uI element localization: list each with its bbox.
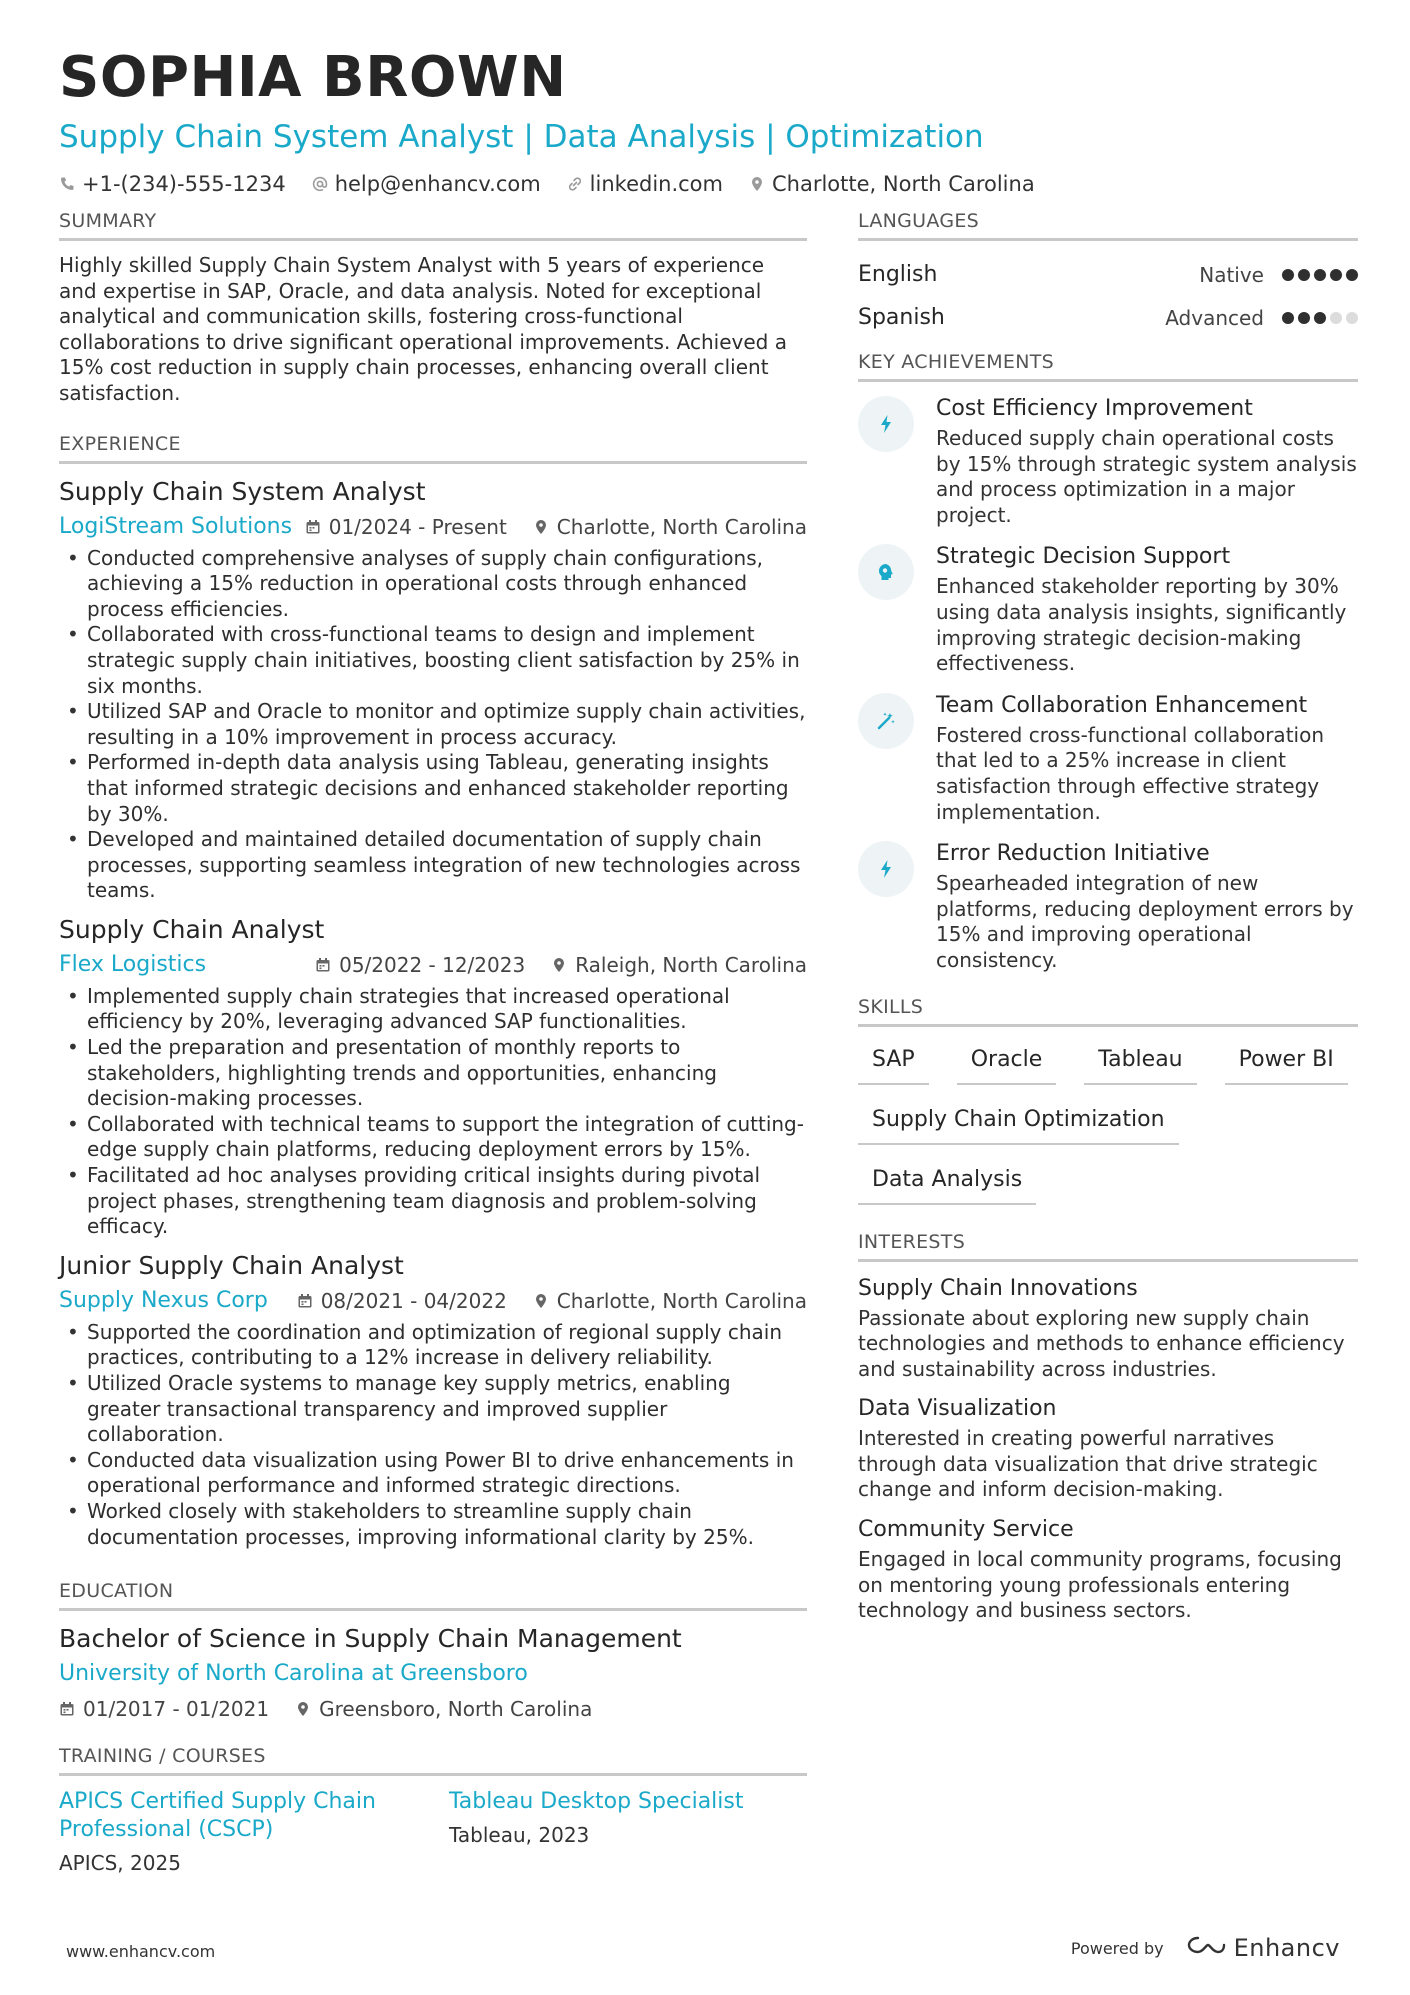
job-bullet: • Utilized SAP and Oracle to monitor and optimize supply chain activities, resulting in a 10% improvement in process accuracy.: [59, 699, 807, 750]
job-meta-right: [305, 512, 807, 542]
language-level: Advanced: [1165, 305, 1264, 330]
location-pin-icon: [533, 519, 549, 535]
education-location-text: Greensboro, North Carolina: [319, 1697, 593, 1722]
course-provider: APICS, 2025: [59, 1851, 181, 1876]
education-entry: [59, 1623, 807, 1723]
job-meta-right: [315, 950, 807, 980]
skills-heading: SKILLS: [858, 996, 1358, 1027]
left-column: [59, 210, 807, 1876]
job-bullet: • Facilitated ad hoc analyses providing critical insights during pivotal project phases, strengthening team diagnosis and problem-solving efficacy.: [59, 1163, 807, 1240]
proficiency-dot-filled: [1282, 269, 1294, 281]
job-bullets: [59, 546, 807, 904]
achievement-desc: Reduced supply chain operational costs by 15% through strategic system analysis and process optimization in a major project.: [936, 426, 1357, 527]
magic-wand-icon: [858, 693, 914, 749]
interest-title: Supply Chain Innovations: [858, 1275, 1138, 1301]
enhancv-logo-text: Enhancv: [1233, 1934, 1340, 1962]
interest-title: Data Visualization: [858, 1396, 1057, 1422]
language-row: [858, 296, 1358, 339]
job-bullets: [59, 1320, 807, 1550]
job-bullet: • Supported the coordination and optimization of regional supply chain practices, contributing to a 12% increase in delivery reliability.: [59, 1320, 807, 1371]
company-name[interactable]: Flex Logistics: [59, 951, 207, 977]
location-pin-icon: [533, 1293, 549, 1309]
achievement-body: [936, 394, 1358, 528]
interest-entry: [858, 1394, 1358, 1503]
skill-tag: Tableau: [1084, 1039, 1196, 1085]
job-bullet: • Collaborated with technical teams to support the integration of cutting-edge supply chain platforms, reducing deployment errors by 15%.: [59, 1112, 807, 1163]
achievements-heading: KEY ACHIEVEMENTS: [858, 351, 1358, 382]
calendar-icon: [297, 1293, 313, 1309]
enhancv-logo-icon: [1186, 1934, 1226, 1962]
job-bullet: • Implemented supply chain strategies that increased operational efficiency by 20%, leveraging advanced SAP functionalities.: [59, 984, 807, 1035]
contact-location: [749, 172, 1035, 196]
company-name[interactable]: Supply Nexus Corp: [59, 1287, 268, 1313]
interest-desc: Passionate about exploring new supply chain technologies and methods to enhance efficiency and sustainability across industries.: [858, 1305, 1345, 1381]
language-level: Native: [1199, 262, 1264, 287]
contact-bar: [59, 172, 1359, 196]
achievement-desc: Spearheaded integration of new platforms, reducing deployment errors by 15% and improving operational consistency.: [936, 871, 1354, 972]
skill-tag: Data Analysis: [858, 1159, 1036, 1205]
school-name[interactable]: University of North Carolina at Greensboro: [59, 1661, 528, 1687]
job-bullet: • Conducted data visualization using Power BI to drive enhancements in operational performance and informed strategic directions.: [59, 1448, 807, 1499]
education-heading: EDUCATION: [59, 1580, 807, 1611]
job-location-text: Charlotte, North Carolina: [556, 514, 807, 539]
language-dots: [1282, 312, 1358, 324]
contact-phone[interactable]: [59, 172, 286, 196]
education-dates-text: 01/2017 - 01/2021: [83, 1697, 270, 1722]
job-title: Junior Supply Chain Analyst: [59, 1250, 404, 1280]
languages-heading: LANGUAGES: [858, 210, 1358, 241]
proficiency-dot-filled: [1282, 312, 1294, 324]
achievement-desc: Fostered cross-functional collaboration that led to a 25% increase in client satisfaction through effective strategy implementation.: [936, 722, 1324, 824]
achievement-desc: Enhanced stakeholder reporting by 30% using data analysis insights, significantly improving strategic decision-making effectiveness.: [936, 574, 1347, 676]
job-bullet: • Developed and maintained detailed documentation of supply chain processes, supporting seamless integration of new technologies across teams.: [59, 827, 807, 904]
achievement-entry: [858, 394, 1358, 528]
job-dates: [305, 512, 507, 542]
achievement-entry: [858, 691, 1358, 825]
training-list: [59, 1788, 807, 1876]
interest-title: Community Service: [858, 1517, 1074, 1543]
course-title[interactable]: APICS Certified Supply Chain Professional (CSCP): [59, 1789, 376, 1843]
summary-heading: SUMMARY: [59, 210, 807, 241]
contact-email[interactable]: [312, 172, 541, 196]
course-title[interactable]: Tableau Desktop Specialist: [449, 1789, 744, 1815]
achievement-title: Error Reduction Initiative: [936, 841, 1210, 867]
link-icon: [567, 176, 583, 192]
skill-tag: Supply Chain Optimization: [858, 1099, 1179, 1145]
language-row: [858, 253, 1358, 296]
job-location-text: Charlotte, North Carolina: [556, 1288, 807, 1313]
job-bullet: • Led the preparation and presentation of monthly reports to stakeholders, highlighting trends and opportunities, enhancing decision-making processes.: [59, 1035, 807, 1112]
interest-entry: [858, 1274, 1358, 1383]
job-dates: [315, 950, 525, 980]
achievement-body: [936, 691, 1358, 825]
company-name[interactable]: LogiStream Solutions: [59, 513, 293, 539]
job-bullet: • Worked closely with stakeholders to streamline supply chain documentation processes, improving informational clarity by 25%.: [59, 1499, 807, 1550]
job-title: Supply Chain System Analyst: [59, 476, 426, 506]
training-heading: TRAINING / COURSES: [59, 1745, 807, 1776]
calendar-icon: [59, 1701, 75, 1717]
skill-tag: SAP: [858, 1039, 929, 1085]
location-pin-icon: [749, 176, 765, 192]
education-meta: [59, 1695, 807, 1723]
footer-branding: [1071, 1934, 1340, 1962]
job-bullet: • Utilized Oracle systems to manage key supply metrics, enabling greater transactional transparency and improved supplier collaboration.: [59, 1371, 807, 1448]
language-proficiency: [1165, 306, 1358, 330]
achievement-body: [936, 839, 1358, 973]
contact-linkedin[interactable]: [567, 172, 723, 196]
job-dates: [297, 1286, 507, 1316]
bolt-icon: [858, 841, 914, 897]
at-icon: [312, 176, 328, 192]
experience-entry: [59, 476, 807, 904]
contact-linkedin-text: linkedin.com: [589, 172, 723, 196]
experience-entry: [59, 914, 807, 1240]
proficiency-dot-empty: [1330, 312, 1342, 324]
job-bullet: • Conducted comprehensive analyses of supply chain configurations, achieving a 15% reduction in operational costs through enhanced process efficiencies.: [59, 546, 807, 623]
job-bullet: • Collaborated with cross-functional teams to design and implement strategic supply chain initiatives, boosting client satisfaction by 25% in six months.: [59, 622, 807, 699]
job-location: [533, 1286, 807, 1316]
phone-icon: [59, 176, 75, 192]
interests-heading: INTERESTS: [858, 1231, 1358, 1262]
skills-list: [858, 1039, 1358, 1205]
experience-entry: [59, 1250, 807, 1550]
language-name: Spanish: [858, 305, 945, 330]
language-name: English: [858, 262, 938, 287]
proficiency-dot-filled: [1298, 269, 1310, 281]
proficiency-dot-filled: [1314, 269, 1326, 281]
bolt-icon: [858, 396, 914, 452]
enhancv-logo[interactable]: [1186, 1934, 1340, 1962]
interest-entry: [858, 1515, 1358, 1624]
education-dates: [59, 1695, 269, 1723]
job-location: [551, 950, 807, 980]
resume-header: [59, 42, 1359, 196]
education-location: [295, 1695, 592, 1723]
job-meta-right: [297, 1286, 807, 1316]
right-column: [858, 210, 1358, 1636]
contact-phone-text: +1-(234)-555-1234: [82, 172, 286, 196]
proficiency-dot-filled: [1346, 269, 1358, 281]
proficiency-dot-filled: [1298, 312, 1310, 324]
contact-email-text: help@enhancv.com: [334, 172, 541, 196]
achievement-body: [936, 542, 1358, 676]
interest-desc: Engaged in local community programs, focusing on mentoring young professionals entering technology and business sectors.: [858, 1547, 1342, 1623]
proficiency-dot-filled: [1330, 269, 1342, 281]
job-title: Supply Chain Analyst: [59, 914, 325, 944]
job-bullets: [59, 984, 807, 1240]
interest-desc: Interested in creating powerful narratives through data visualization that drive strategic change and inform decision-making.: [858, 1426, 1318, 1502]
job-meta: [59, 950, 807, 980]
job-location: [533, 512, 807, 542]
powered-by-text: Powered by: [1070, 1938, 1164, 1958]
location-pin-icon: [295, 1701, 311, 1717]
job-bullet: • Performed in-depth data analysis using Tableau, generating insights that informed strategic decisions and enhanced stakeholder reporting by 30%.: [59, 750, 807, 827]
achievement-title: Team Collaboration Enhancement: [936, 692, 1308, 718]
language-proficiency: [1199, 263, 1358, 287]
achievement-title: Cost Efficiency Improvement: [936, 396, 1253, 421]
contact-location-text: Charlotte, North Carolina: [771, 172, 1035, 196]
job-dates-text: 08/2021 - 04/2022: [320, 1288, 507, 1313]
course-entry: [449, 1788, 779, 1876]
achievement-title: Strategic Decision Support: [936, 544, 1231, 570]
achievement-entry: [858, 839, 1358, 973]
job-dates-text: 05/2022 - 12/2023: [339, 952, 526, 977]
job-location-text: Raleigh, North Carolina: [575, 952, 807, 977]
calendar-icon: [305, 519, 321, 535]
candidate-headline: Supply Chain System Analyst | Data Analysis | Optimization: [59, 119, 984, 155]
calendar-icon: [315, 957, 331, 973]
proficiency-dot-filled: [1314, 312, 1326, 324]
experience-heading: EXPERIENCE: [59, 433, 807, 464]
degree-title: Bachelor of Science in Supply Chain Management: [59, 1624, 682, 1654]
language-dots: [1282, 269, 1358, 281]
footer-website[interactable]: www.enhancv.com: [66, 1942, 216, 1961]
summary-text: Highly skilled Supply Chain System Analyst with 5 years of experience and expertise in SAP, Oracle, and data analysis. Noted for exceptional analytical and communication skills, fostering cross-functional collaborations to drive significant operational improvements. Achieved a 15% cost reduction in supply chain processes, enhancing overall client satisfaction.: [59, 253, 787, 405]
skill-tag: Power BI: [1225, 1039, 1348, 1085]
brain-icon: [858, 544, 914, 600]
proficiency-dot-empty: [1346, 312, 1358, 324]
course-entry: [59, 1788, 389, 1876]
skill-tag: Oracle: [957, 1039, 1057, 1085]
course-provider: Tableau, 2023: [449, 1823, 590, 1848]
location-pin-icon: [551, 957, 567, 973]
achievement-entry: [858, 542, 1358, 676]
candidate-name: SOPHIA BROWN: [59, 45, 567, 110]
job-meta: [59, 1286, 807, 1316]
job-meta: [59, 512, 807, 542]
job-dates-text: 01/2024 - Present: [328, 514, 507, 539]
